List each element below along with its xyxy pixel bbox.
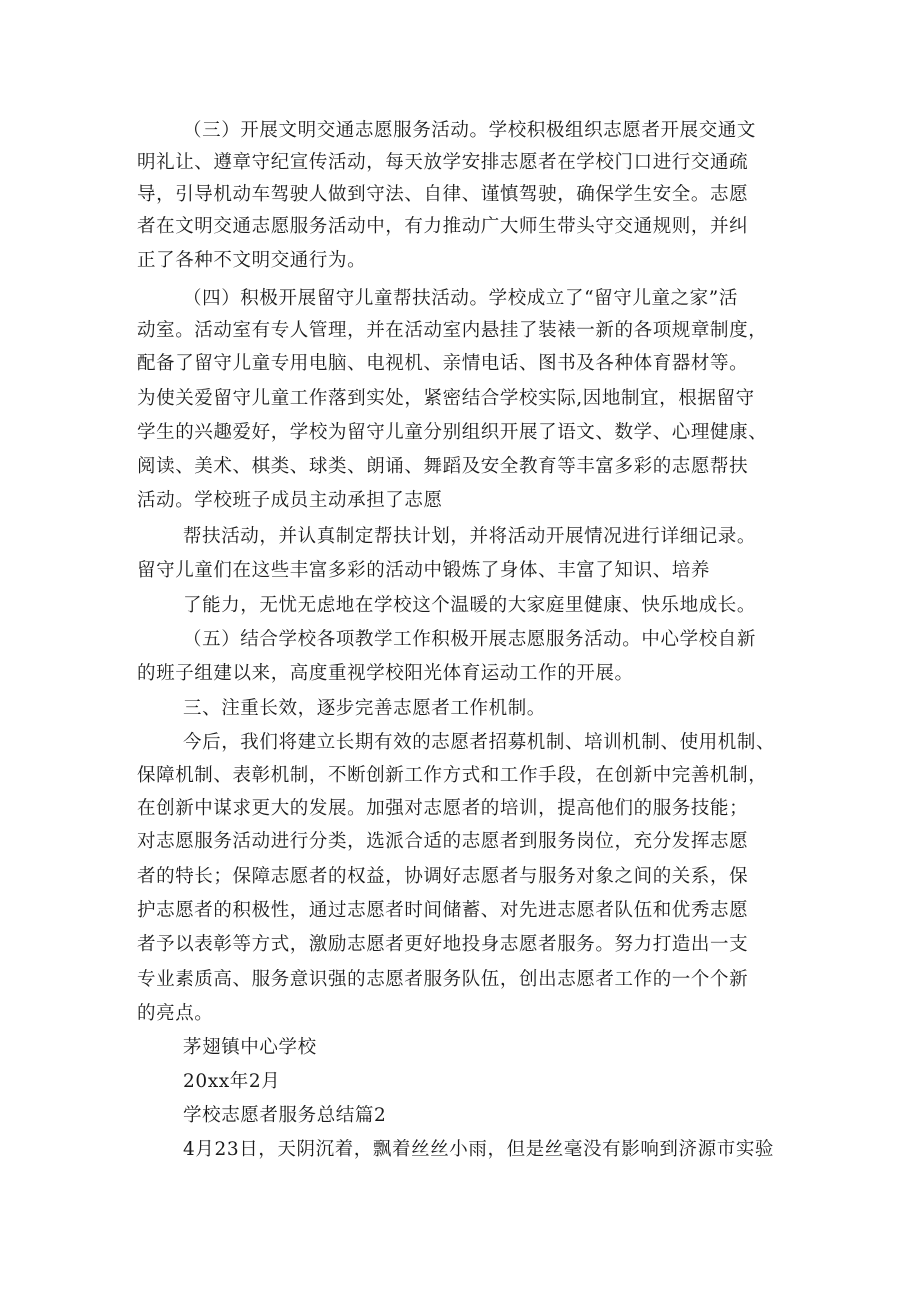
- paragraph-4-line-4: 为使关爱留守儿童工作落到实处，紧密结合学校实际,因地制宜，根据留守: [137, 388, 755, 409]
- paragraph-4-line-10: 了能力，无忧无虑地在学校这个温暖的大家庭里健康、快乐地成长。: [183, 595, 757, 616]
- paragraph-4-line-2: 动室。活动室有专人管理，并在活动室内悬挂了装裱一新的各项规章制度，: [137, 320, 768, 341]
- paragraph-6-line-2: 保障机制、表彰机制，不断创新工作方式和工作手段，在创新中完善机制，: [137, 765, 768, 786]
- paragraph-4-line-1: （四）积极开展留守儿童帮扶活动。学校成立了“留守儿童之家”活: [183, 288, 738, 309]
- paragraph-3-line-1: （三）开展文明交通志愿服务活动。学校积极组织志愿者开展交通文: [183, 120, 757, 141]
- paragraph-6-line-8: 专业素质高、服务意识强的志愿者服务队伍，创出志愿者工作的一个个新: [137, 969, 749, 990]
- signature-date: 20xx年2月: [183, 1071, 281, 1092]
- section-title-part-2: 学校志愿者服务总结篇2: [183, 1105, 387, 1126]
- paragraph-5-line-2: 的班子组建以来，高度重视学校阳光体育运动工作的开展。: [137, 663, 634, 684]
- paragraph-4-line-8: 帮扶活动，并认真制定帮扶计划，并将活动开展情况进行详细记录。: [183, 526, 757, 547]
- paragraph-7-line-1: 4月23日，天阴沉着，飘着丝丝小雨，但是丝毫没有影响到济源市实验: [183, 1139, 775, 1160]
- paragraph-3-line-3: 导，引导机动车驾驶人做到守法、自律、谨慎驾驶，确保学生安全。志愿: [137, 184, 749, 205]
- paragraph-5-line-1: （五）结合学校各项教学工作积极开展志愿服务活动。中心学校自新: [183, 629, 757, 650]
- paragraph-3-line-2: 明礼让、遵章守纪宣传活动，每天放学安排志愿者在学校门口进行交通疏: [137, 152, 749, 173]
- paragraph-4-line-6: 阅读、美术、棋类、球类、朗诵、舞蹈及安全教育等丰富多彩的志愿帮扶: [137, 456, 749, 477]
- paragraph-4-line-9: 留守儿童们在这些丰富多彩的活动中锻炼了身体、丰富了知识、培养: [137, 560, 711, 581]
- paragraph-6-line-3: 在创新中谋求更大的发展。加强对志愿者的培训，提高他们的服务技能；: [137, 798, 749, 819]
- paragraph-6-line-5: 者的特长；保障志愿者的权益，协调好志愿者与服务对象之间的关系，保: [137, 866, 749, 887]
- signature-school-name: 茅翅镇中心学校: [183, 1037, 317, 1058]
- paragraph-4-line-5: 学生的兴趣爱好，学校为留守儿童分别组织开展了语文、数学、心理健康、: [137, 422, 768, 443]
- paragraph-4-line-3: 配备了留守儿童专用电脑、电视机、亲情电话、图书及各种体育器材等。: [137, 353, 749, 374]
- paragraph-6-line-6: 护志愿者的积极性，通过志愿者时间储蓄、对先进志愿者队伍和优秀志愿: [137, 900, 749, 921]
- paragraph-3-line-4: 者在文明交通志愿服务活动中，有力推动广大师生带头守交通规则，并纠: [137, 216, 749, 237]
- paragraph-6-line-7: 者予以表彰等方式，激励志愿者更好地投身志愿者服务。努力打造出一支: [137, 934, 749, 955]
- paragraph-6-line-1: 今后，我们将建立长期有效的志愿者招募机制、培训机制、使用机制、: [183, 732, 776, 753]
- paragraph-4-line-7: 活动。学校班子成员主动承担了志愿: [137, 490, 443, 511]
- section-3-heading: 三、注重长效，逐步完善志愿者工作机制。: [183, 698, 546, 719]
- paragraph-6-line-9: 的亮点。: [137, 1003, 214, 1024]
- paragraph-6-line-4: 对志愿服务活动进行分类，选派合适的志愿者到服务岗位，充分发挥志愿: [137, 831, 749, 852]
- paragraph-3-line-5: 正了各种不文明交通行为。: [137, 250, 367, 271]
